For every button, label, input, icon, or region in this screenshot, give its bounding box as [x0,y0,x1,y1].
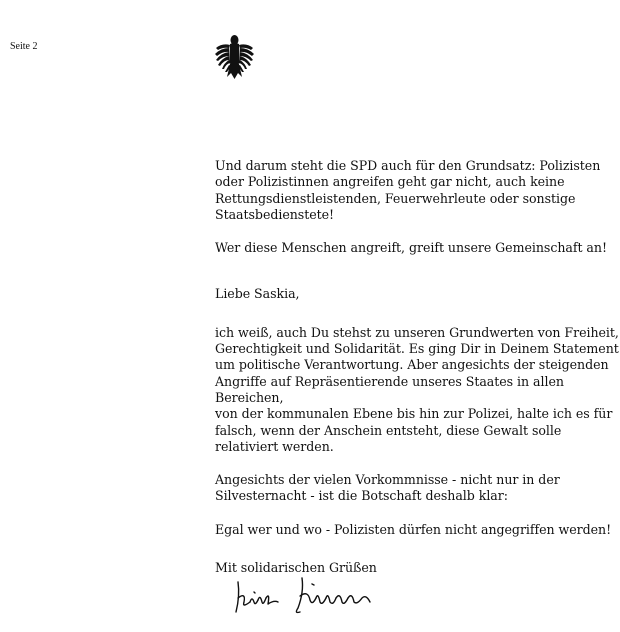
letter-paragraph: Angesichts der vielen Vorkommnisse - nicht nur in der Silvesternacht - ist die Botschaft deshalb klar: [215,472,560,504]
letter-body [215,158,620,576]
letter-paragraph: Und darum steht die SPD auch für den Grundsatz: Polizisten oder Polizistinnen angreifen geht gar nicht, auch keine Rettungsdienstleistenden, Feuerwehrleute oder sonstige Staatsbedienstete! [215,158,601,222]
letter-paragraph: Wer diese Menschen angreift, greift unsere Gemeinschaft an! [215,240,607,256]
letter-paragraph: Egal wer und wo - Polizisten dürfen nicht angegriffen werden! [215,521,612,537]
federal-eagle-icon [214,33,255,81]
letter-paragraph: ich weiß, auch Du stehst zu unseren Grundwerten von Freiheit, Gerechtigkeit und Solidarität. Es ging Dir in Deinem Statement um politische Verantwortung. Aber angesichts der steigenden Angriffe auf Repräsentierende unseres Staates in allen Bereichen, von der kommunalen Ebene bis hin zur Polizei, halte ich es für falsch, wenn der Anschein entsteht, diese Gewalt solle relativiert werden. [215,324,619,454]
page-number-label: Seite 2 [10,41,38,52]
letter-salutation: Liebe Saskia, [215,286,300,302]
letter-closing: Mit solidarischen Grüßen [215,560,377,576]
handwritten-signature [230,572,380,620]
